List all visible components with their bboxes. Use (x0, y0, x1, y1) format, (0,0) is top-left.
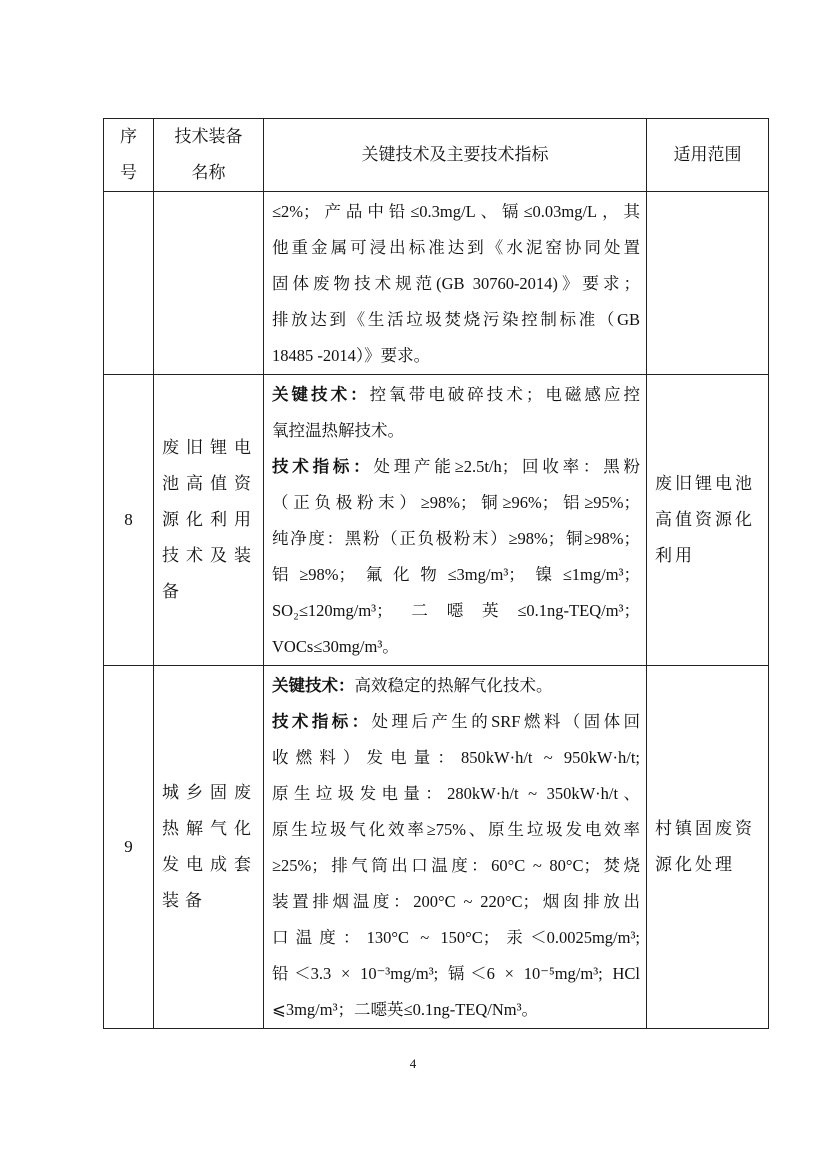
row-seq: 8 (104, 375, 154, 666)
tech-index-label: 技术指标： (272, 712, 372, 731)
row-seq (104, 192, 154, 375)
technology-equipment-table (103, 118, 769, 1029)
key-technology-label: 关键技术： (272, 385, 370, 404)
key-technology-label: 关键技术： (272, 676, 355, 695)
header-seq: 序 号 (104, 119, 154, 192)
row-scope: 废旧锂电池 高值资源化 利用 (647, 375, 769, 666)
header-key-technology: 关键技术及主要技术指标 (264, 119, 647, 192)
page-number: 4 (409, 1056, 417, 1071)
table-row (104, 666, 769, 1029)
row-equipment-name: 废旧锂电池高值资源化利用技术及装备 (154, 375, 264, 666)
row-scope (647, 192, 769, 375)
row-key-technology: 关键技术：高效稳定的热解气化技术。 技术指标：处理后产生的SRF燃料（固体回 收燃料）发电量：850kW·h/t ~ 950kW·h/t; 原生垃圾发电量：280kW·h/t ~ 350kW·h/t、 原生垃圾气化效率≥75%、原生垃圾发电效率 ≥25%；排气筒出口温度：60°C ~ 80°C；焚烧 装置排烟温度：200°C ~ 220°C；烟囱排放出 口温度：130°C ~ 150°C；汞＜0.0025mg/m³; 铅＜3.3 × 10⁻³mg/m³; 镉＜6 × 10⁻⁵mg/m³; HCl ⩽3mg/m³；二噁英≤0.1ng-TEQ/Nm³。 (264, 666, 647, 1029)
header-scope: 适用范围 (647, 119, 769, 192)
table-row (104, 192, 769, 375)
table-header-row (104, 119, 769, 192)
row-key-technology: ≤2%；产品中铅≤0.3mg/L、镉≤0.03mg/L，其 他重金属可浸出标准达到《水泥窑协同处置 固体废物技术规范(GB 30760-2014)》要求； 排放达到《生活垃圾焚烧污染控制标准（GB 18485 -2014）》要求。 (264, 192, 647, 375)
row-equipment-name: 城乡固废热解气化发电成套装备 (154, 666, 264, 1029)
row-seq: 9 (104, 666, 154, 1029)
tech-index-label: 技术指标： (272, 457, 374, 476)
table-row (104, 375, 769, 666)
row-key-technology: 关键技术：控氧带电破碎技术；电磁感应控 氧控温热解技术。 技术指标：处理产能≥2.5t/h；回收率：黑粉 （正负极粉末）≥98%；铜≥96%；铝≥95%； 纯净度：黑粉（正负极粉末）≥98%；铜≥98%； 铝≥98%；氟化物≤3mg/m³；镍≤1mg/m³； SO₂≤120mg/m³；二噁英≤0.1ng-TEQ/m³； VOCs≤30mg/m³。 (264, 375, 647, 666)
row-equipment-name (154, 192, 264, 375)
row-scope: 村镇固废资 源化处理 (647, 666, 769, 1029)
header-equipment-name: 技术装备 名称 (154, 119, 264, 192)
